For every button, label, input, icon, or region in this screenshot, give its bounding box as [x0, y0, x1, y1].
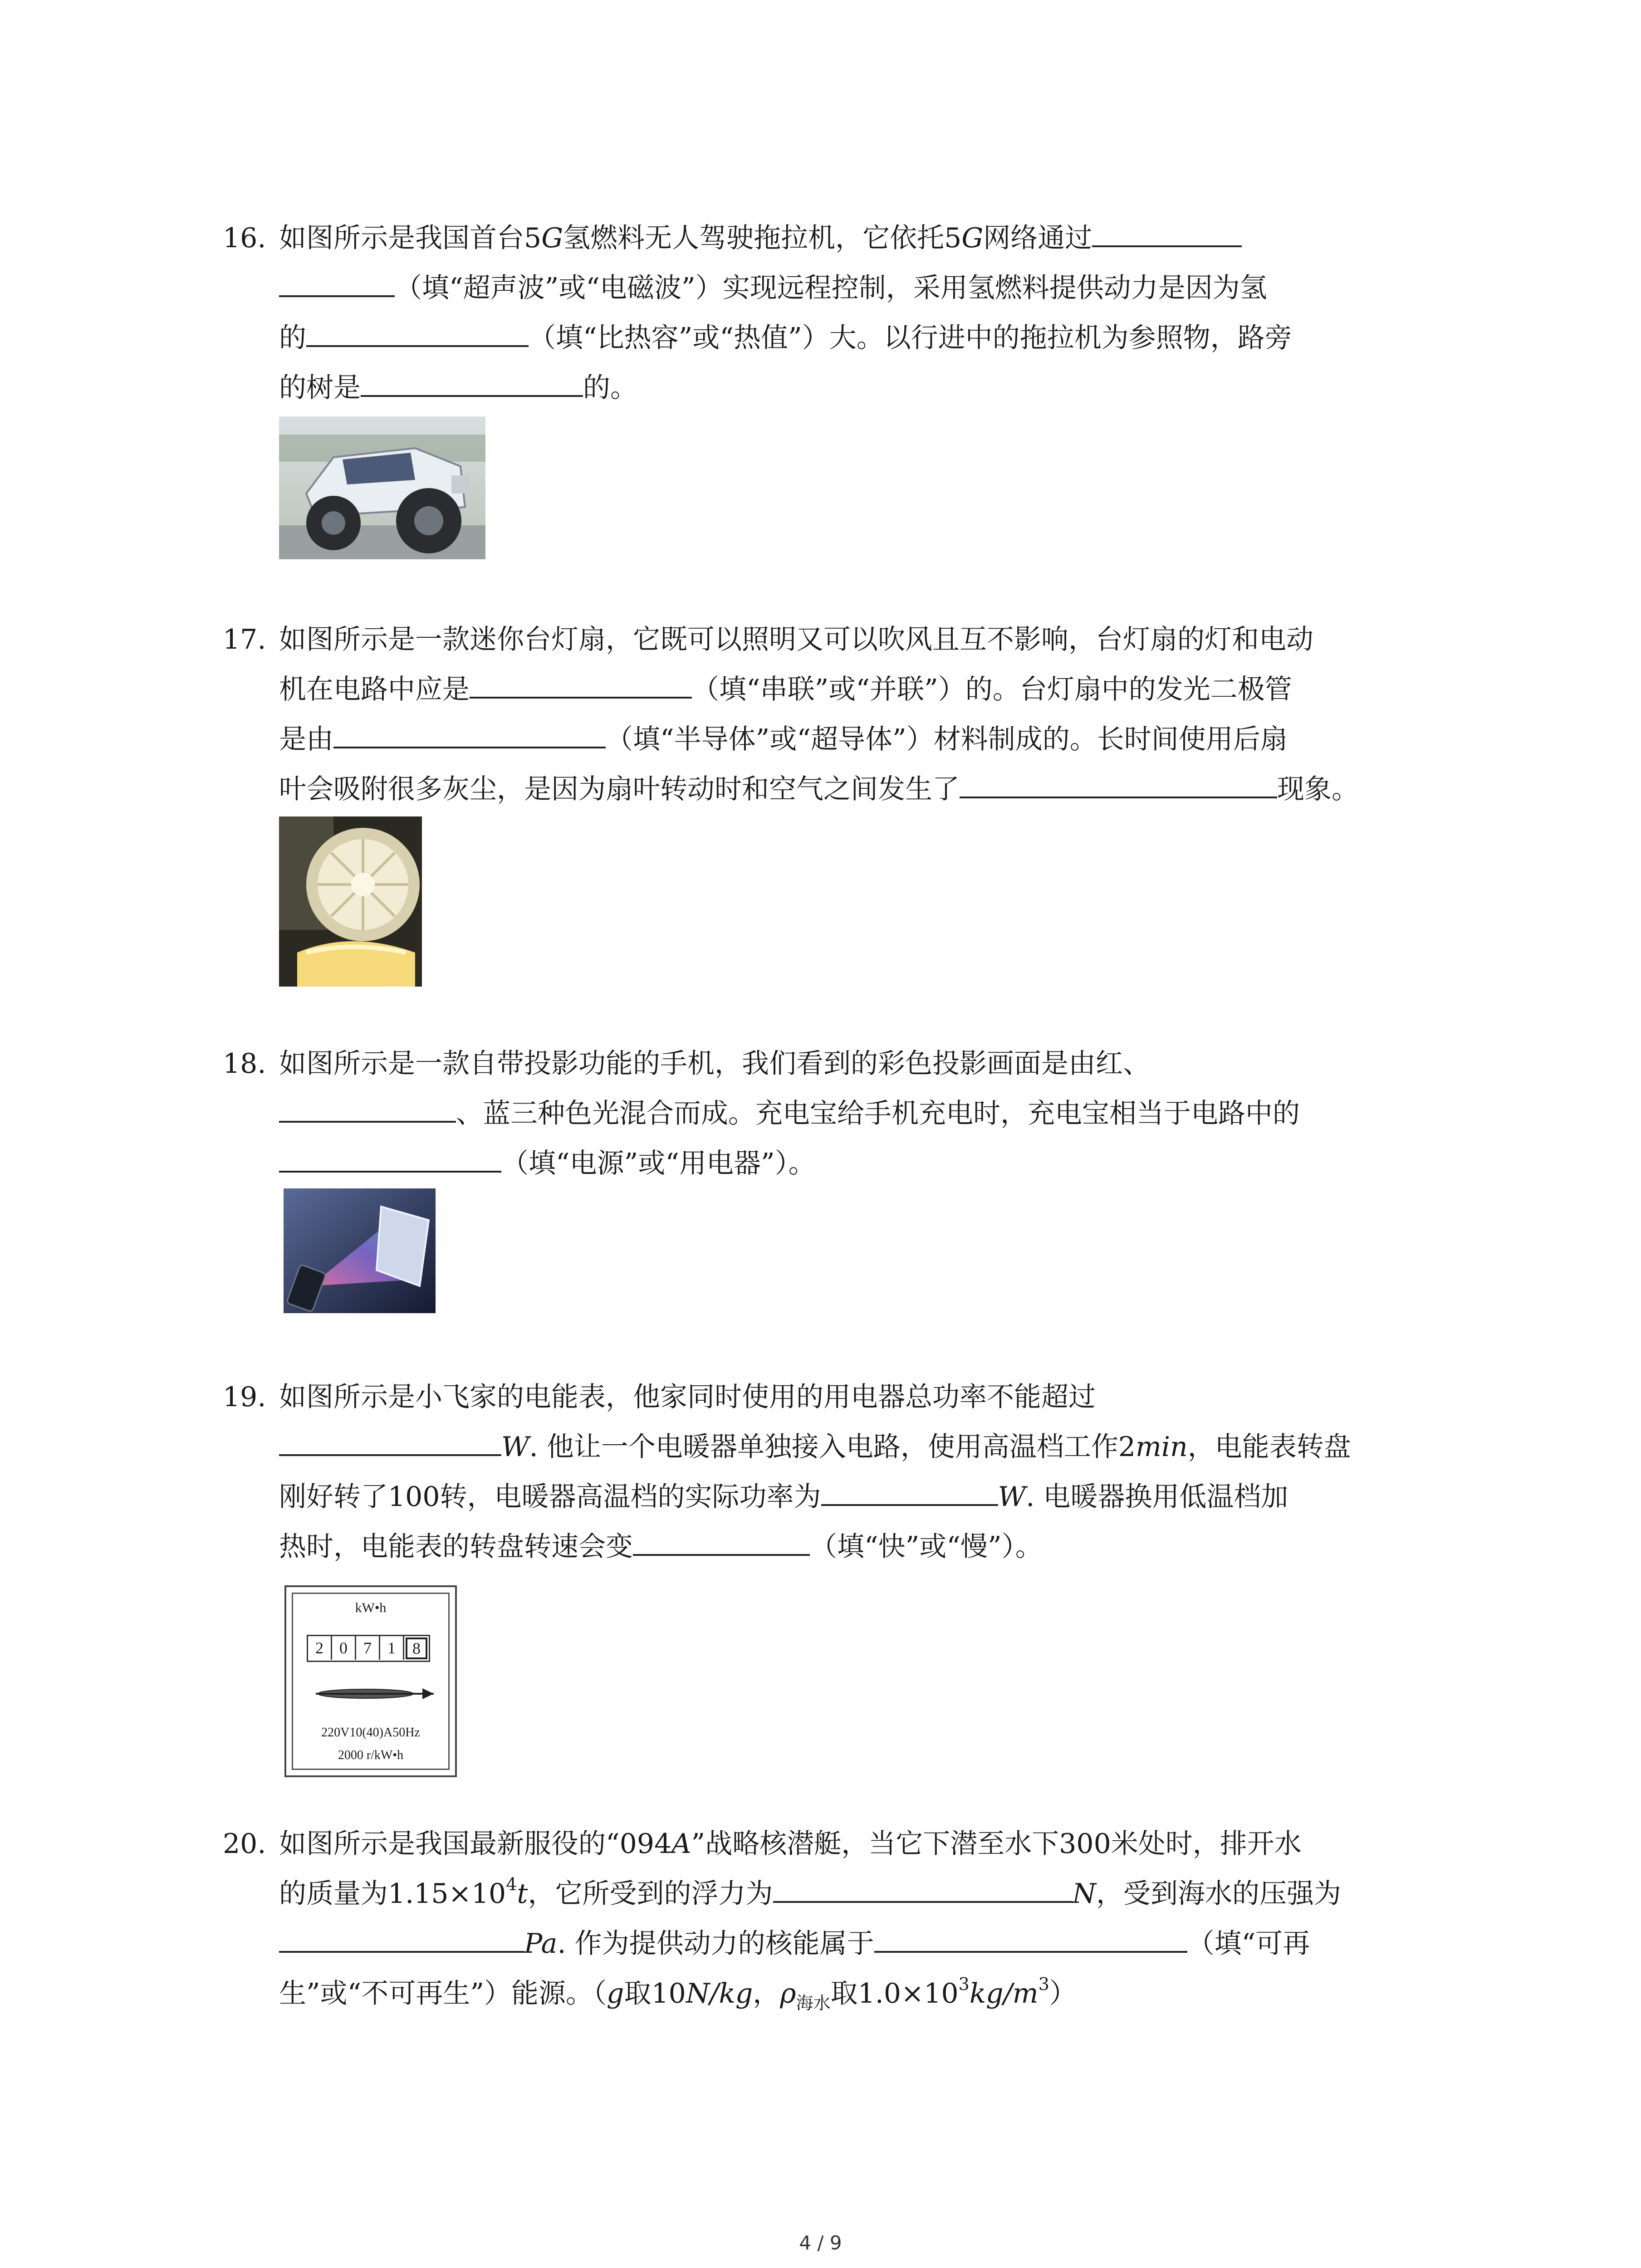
- answer-blank[interactable]: [633, 1525, 810, 1556]
- meter-digits: [307, 1635, 430, 1662]
- question-17: 17. 如图所示是一款迷你台灯扇，它既可以照明又可以吹风且互不影响，台灯扇的灯和电动 机在电路中应是 （填“串联”或“并联”）的。台灯扇中的发光二极管 是由 （填“半导体”或“超导体”）材料制成的。长时间使用后扇 叶会吸附很多灰尘，是因为扇叶转动时和空气之间发生了 现象。: [224, 615, 1462, 814]
- answer-blank[interactable]: [279, 1092, 456, 1123]
- answer-blank[interactable]: [773, 1872, 1073, 1903]
- meter-digit: 2: [308, 1636, 332, 1660]
- answer-blank[interactable]: [470, 668, 692, 699]
- answer-blank[interactable]: [279, 1142, 501, 1173]
- page-number: 4 / 9: [799, 2232, 842, 2254]
- answer-blank[interactable]: [821, 1475, 998, 1506]
- question-20: 20. 如图所示是我国最新服役的“094A”战略核潜艇，当它下潜至水下300米处时，排开水 的质量为$1.15\times 10^4t$，它所受到的浮力为 N，受到海水的压强为 Pa. 作为提供动力的核能属于 （填“可再 生”或“不可再生”）能源。（g取10N/kg，$\rho_{海水}$取$1.0\times 10^3kg/m^3$）: [224, 1819, 1462, 2019]
- projector-phone-photo: [284, 1188, 436, 1313]
- answer-blank[interactable]: [279, 1425, 501, 1456]
- answer-blank[interactable]: [279, 1922, 524, 1953]
- meter-disk-arrow-icon: [311, 1680, 443, 1707]
- meter-digit: 0: [332, 1636, 356, 1660]
- tractor-photo: [279, 416, 485, 559]
- meter-revolutions: 2000 r/kW•h: [338, 1748, 404, 1762]
- meter-unit: kW•h: [355, 1600, 387, 1615]
- question-16: 16. 如图所示是我国首台5G氢燃料无人驾驶拖拉机，它依托5G网络通过 （填“超声波”或“电磁波”）实现远程控制，采用氢燃料提供动力是因为氢 的 （填“比热容”或“热值”）大。以行进中的拖拉机为参照物，路旁 的树是 的。: [224, 213, 1462, 413]
- meter-digit: 1: [380, 1636, 404, 1660]
- answer-blank[interactable]: [1092, 216, 1242, 247]
- answer-blank[interactable]: [361, 366, 583, 397]
- question-number: 18.: [223, 1048, 266, 1080]
- answer-blank[interactable]: [333, 718, 606, 748]
- meter-rating: 220V10(40)A50Hz: [321, 1725, 420, 1740]
- meter-digit-decimal: 8: [406, 1637, 427, 1659]
- question-18: 18. 如图所示是一款自带投影功能的手机，我们看到的彩色投影画面是由红、 、蓝三种色光混合而成。充电宝给手机充电时，充电宝相当于电路中的 （填“电源”或“用电器”）。: [224, 1039, 1462, 1188]
- question-number: 20.: [223, 1828, 266, 1860]
- question-number: 16.: [223, 222, 266, 254]
- electric-meter-diagram: [284, 1585, 457, 1777]
- question-number: 19.: [223, 1381, 266, 1413]
- meter-digit: 7: [356, 1636, 380, 1660]
- answer-blank[interactable]: [279, 266, 395, 297]
- answer-blank[interactable]: [960, 767, 1277, 798]
- desk-fan-photo: [279, 816, 422, 987]
- question-19: 19. 如图所示是小飞家的电能表，他家同时使用的用电器总功率不能超过 W. 他让一个电暖器单独接入电路，使用高温档工作2min，电能表转盘 刚好转了100转，电暖器高温档的实际功率为 W. 电暖器换用低温档加 热时，电能表的转盘转速会变 （填“快”或“慢”）。: [224, 1372, 1462, 1572]
- answer-blank[interactable]: [306, 316, 529, 347]
- answer-blank[interactable]: [874, 1922, 1187, 1953]
- question-number: 17.: [223, 624, 266, 655]
